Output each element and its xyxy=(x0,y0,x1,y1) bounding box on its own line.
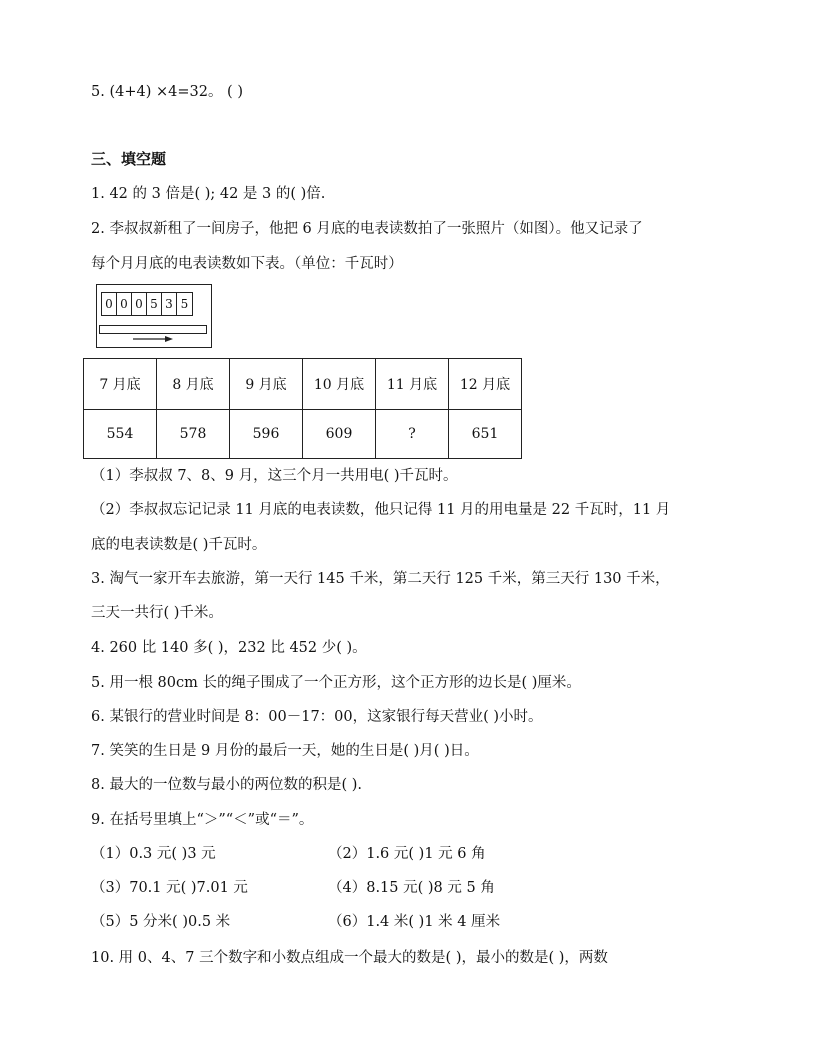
table-header-cell: 7 月底 xyxy=(84,359,157,410)
question-2-line-2: 每个月月底的电表读数如下表。（单位：千瓦时） xyxy=(91,256,403,272)
question-2-part-2-line-1: （2）李叔叔忘记记录 11 月底的电表读数，他只记得 11 月的用电量是 22 千瓦时，11 月 xyxy=(91,502,671,518)
question-7: 7. 笑笑的生日是 9 月份的最后一天，她的生日是( )月( )日。 xyxy=(91,743,479,759)
meter-digits xyxy=(101,292,193,316)
meter-digit: 3 xyxy=(162,293,177,315)
electric-meter-photo xyxy=(96,284,212,348)
table-header-cell: 12 月底 xyxy=(449,359,522,410)
arrow-right-icon xyxy=(133,334,173,344)
question-5: 5. 用一根 80cm 长的绳子围成了一个正方形，这个正方形的边长是( )厘米。 xyxy=(91,675,581,691)
question-9-item-4: （4）8.15 元( )8 元 5 角 xyxy=(328,880,495,896)
table-header-cell: 10 月底 xyxy=(303,359,376,410)
table-cell: ? xyxy=(376,410,449,459)
question-1: 1. 42 的 3 倍是( ); 42 是 3 的( )倍. xyxy=(91,186,326,202)
meter-digit: 0 xyxy=(117,293,132,315)
question-9-item-5: （5）5 分米( )0.5 米 xyxy=(91,914,231,930)
meter-digit: 0 xyxy=(102,293,117,315)
meter-reading-table xyxy=(83,358,522,459)
table-header-cell: 9 月底 xyxy=(230,359,303,410)
question-10: 10. 用 0、4、7 三个数字和小数点组成一个最大的数是( )，最小的数是( )，两数 xyxy=(91,950,608,966)
question-4: 4. 260 比 140 多( )，232 比 452 少( )。 xyxy=(91,640,367,656)
question-3-line-1: 3. 淘气一家开车去旅游，第一天行 145 千米，第二天行 125 千米，第三天行 130 千米， xyxy=(91,571,670,587)
meter-digit: 5 xyxy=(147,293,162,315)
section-heading-fill-in: 三、填空题 xyxy=(91,150,167,168)
table-cell: 596 xyxy=(230,410,303,459)
table-cell: 651 xyxy=(449,410,522,459)
question-9-item-6: （6）1.4 米( )1 米 4 厘米 xyxy=(328,914,501,930)
table-row xyxy=(84,410,522,459)
meter-bar xyxy=(99,325,207,334)
question-9-item-1: （1）0.3 元( )3 元 xyxy=(91,846,216,862)
meter-digit: 5 xyxy=(180,297,189,311)
table-header-row xyxy=(84,359,522,410)
table-header-cell: 11 月底 xyxy=(376,359,449,410)
question-9-item-2: （2）1.6 元( )1 元 6 角 xyxy=(328,846,486,862)
question-3-line-2: 三天一共行( )千米。 xyxy=(91,605,223,621)
question-8: 8. 最大的一位数与最小的两位数的积是( ). xyxy=(91,777,362,793)
question-6: 6. 某银行的营业时间是 8：00－17：00，这家银行每天营业( )小时。 xyxy=(91,709,543,725)
table-cell: 609 xyxy=(303,410,376,459)
question-5-true-false: 5. (4+4) ×4=32。 ( ) xyxy=(91,84,243,100)
question-9-item-3: （3）70.1 元( )7.01 元 xyxy=(91,880,248,896)
table-cell: 554 xyxy=(84,410,157,459)
table-header-cell: 8 月底 xyxy=(157,359,230,410)
table-cell: 578 xyxy=(157,410,230,459)
question-2-part-1: （1）李叔叔 7、8、9 月，这三个月一共用电( )千瓦时。 xyxy=(91,468,458,484)
question-2-line-1: 2. 李叔叔新租了一间房子，他把 6 月底的电表读数拍了一张照片（如图）。他又记录了 xyxy=(91,221,643,237)
question-9: 9. 在括号里填上“＞”“＜”或“＝”。 xyxy=(91,812,314,828)
question-2-part-2-line-2: 底的电表读数是( )千瓦时。 xyxy=(91,537,267,553)
meter-digit: 0 xyxy=(132,293,147,315)
